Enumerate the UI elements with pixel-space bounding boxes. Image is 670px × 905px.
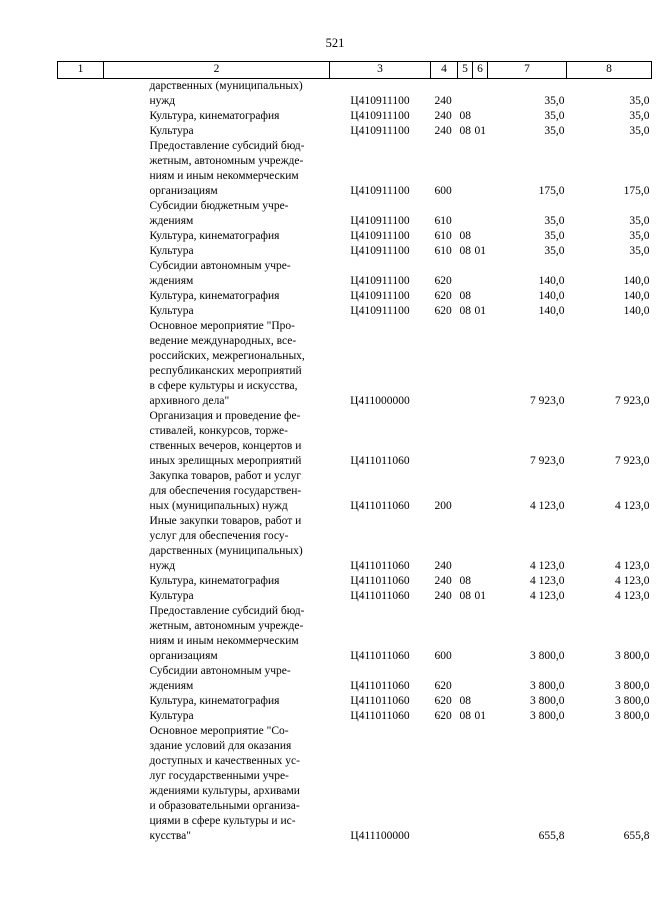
target-article-code: Ц410911100 [350, 125, 410, 137]
subsection-code [473, 409, 488, 469]
expense-type-code: 620 [434, 275, 452, 287]
expense-item-name-line: Субсидии бюджетным учре- [149, 200, 289, 212]
amount-col-7: 35,0 [544, 245, 565, 257]
expense-item-name-line: Культура [149, 245, 194, 257]
expense-type-code: 620 [434, 290, 452, 302]
table-row [58, 604, 652, 664]
expense-item-name [104, 694, 330, 709]
table-row [58, 724, 652, 844]
expense-item-name-line: ждениям [149, 275, 194, 287]
row-number-cell [58, 304, 104, 319]
row-number-cell [58, 199, 104, 229]
section-code: 08 [459, 590, 471, 602]
header-col-5: 5 [458, 62, 473, 79]
expense-item-name [104, 259, 330, 289]
expense-item-name-line: жетным, автономным учрежде- [149, 155, 304, 167]
amount-col-8: 140,0 [623, 275, 650, 287]
subsection-code [473, 724, 488, 844]
expense-item-name-line: доступных и качественных ус- [149, 755, 300, 767]
amount-col-7: 35,0 [544, 215, 565, 227]
expense-item-name-line: республиканских мероприятий [149, 365, 302, 377]
expense-item-name [104, 604, 330, 664]
table-row [58, 709, 652, 724]
expense-type-code: 620 [434, 710, 452, 722]
target-article-code: Ц410911100 [350, 95, 410, 107]
table-row [58, 319, 652, 409]
expense-item-name-line: нужд [149, 95, 176, 107]
target-article-code: Ц411011060 [350, 650, 410, 662]
amount-col-7: 4 123,0 [530, 575, 565, 587]
expense-item-name-line: ждениями культуры, архивами [149, 785, 300, 797]
table-row [58, 289, 652, 304]
expense-item-name-line: услуг для обеспечения госу- [149, 530, 289, 542]
expense-item-name [104, 79, 330, 110]
target-article-code: Ц410911100 [350, 185, 410, 197]
expense-item-name-line: Основное мероприятие "Про- [149, 320, 295, 332]
expense-item-name [104, 664, 330, 694]
amount-col-8: 35,0 [629, 215, 650, 227]
amount-col-7: 655,8 [538, 830, 565, 842]
table-row [58, 124, 652, 139]
expense-item-name-line: и образовательными организа- [149, 800, 300, 812]
expense-item-name-line: нужд [149, 560, 176, 572]
expense-item-name [104, 469, 330, 514]
target-article-code: Ц411011060 [350, 575, 410, 587]
amount-col-7: 4 123,0 [530, 500, 565, 512]
amount-col-7: 140,0 [538, 275, 565, 287]
amount-col-7: 7 923,0 [530, 455, 565, 467]
target-article-code: Ц411011060 [350, 560, 410, 572]
amount-col-8: 140,0 [623, 305, 650, 317]
amount-col-7: 4 123,0 [530, 560, 565, 572]
expense-item-name [104, 724, 330, 844]
subsection-code [473, 694, 488, 709]
table-row [58, 244, 652, 259]
table-row [58, 589, 652, 604]
section-code [458, 469, 473, 514]
table-row [58, 514, 652, 574]
target-article-code: Ц410911100 [350, 305, 410, 317]
amount-col-8: 175,0 [623, 185, 650, 197]
subsection-code [473, 574, 488, 589]
amount-col-7: 175,0 [538, 185, 565, 197]
expense-type-code: 240 [434, 95, 452, 107]
expense-item-name [104, 589, 330, 604]
section-code [458, 664, 473, 694]
header-col-6: 6 [473, 62, 488, 79]
section-code: 08 [459, 125, 471, 137]
expense-item-name-line: здание условий для оказания [149, 740, 292, 752]
expense-item-name [104, 244, 330, 259]
amount-col-7: 140,0 [538, 305, 565, 317]
expense-item-name-line: российских, межрегиональных, [149, 350, 305, 362]
amount-col-7: 7 923,0 [530, 395, 565, 407]
amount-col-7: 4 123,0 [530, 590, 565, 602]
expense-item-name-line: Культура, кинематография [149, 290, 280, 302]
table-row [58, 664, 652, 694]
subsection-code: 01 [474, 590, 486, 602]
row-number-cell [58, 694, 104, 709]
amount-col-8: 7 923,0 [615, 455, 650, 467]
expense-type-code: 240 [434, 560, 452, 572]
expense-item-name-line: ждениям [149, 215, 194, 227]
expense-item-name-line: дарственных (муниципальных) [149, 545, 303, 557]
budget-table [57, 61, 652, 844]
expense-type-code: 600 [434, 185, 452, 197]
amount-col-8: 35,0 [629, 230, 650, 242]
target-article-code: Ц410911100 [350, 230, 410, 242]
expense-item-name [104, 709, 330, 724]
expense-item-name [104, 319, 330, 409]
row-number-cell [58, 109, 104, 124]
amount-col-8: 35,0 [629, 125, 650, 137]
expense-item-name-line: Закупка товаров, работ и услуг [149, 470, 302, 482]
target-article-code: Ц410911100 [350, 215, 410, 227]
expense-item-name [104, 514, 330, 574]
section-code: 08 [459, 110, 471, 122]
expense-item-name [104, 229, 330, 244]
expense-type-code: 610 [434, 230, 452, 242]
section-code: 08 [459, 245, 471, 257]
header-col-4: 4 [431, 62, 458, 79]
row-number-cell [58, 139, 104, 199]
section-code: 08 [459, 305, 471, 317]
amount-col-7: 3 800,0 [530, 680, 565, 692]
amount-col-7: 35,0 [544, 110, 565, 122]
amount-col-8: 3 800,0 [615, 710, 650, 722]
section-code [458, 79, 473, 110]
expense-type-code: 240 [434, 125, 452, 137]
subsection-code: 01 [474, 710, 486, 722]
row-number-cell [58, 469, 104, 514]
subsection-code [473, 319, 488, 409]
row-number-cell [58, 709, 104, 724]
expense-item-name-line: ведение международных, все- [149, 335, 297, 347]
row-number-cell [58, 514, 104, 574]
expense-item-name-line: Культура, кинематография [149, 230, 280, 242]
table-row [58, 574, 652, 589]
amount-col-8: 35,0 [629, 245, 650, 257]
expense-item-name-line: Культура [149, 305, 194, 317]
expense-item-name-line: организациям [149, 650, 218, 662]
target-article-code: Ц411011060 [350, 710, 410, 722]
expense-item-name-line: для обеспечения государствен- [149, 485, 302, 497]
subsection-code: 01 [474, 305, 486, 317]
expense-item-name-line: в сфере культуры и искусства, [149, 380, 298, 392]
subsection-code [473, 229, 488, 244]
amount-col-7: 3 800,0 [530, 710, 565, 722]
table-row [58, 229, 652, 244]
expense-item-name-line: ниям и иным некоммерческим [149, 170, 299, 182]
expense-item-name-line: Организация и проведение фе- [149, 410, 301, 422]
amount-col-7: 35,0 [544, 230, 565, 242]
subsection-code: 01 [474, 245, 486, 257]
amount-col-8: 655,8 [623, 830, 650, 842]
expense-item-name-line: ных (муниципальных) нужд [149, 500, 288, 512]
expense-item-name-line: Субсидии автономным учре- [149, 260, 291, 272]
target-article-code: Ц411011060 [350, 695, 410, 707]
target-article-code: Ц410911100 [350, 290, 410, 302]
amount-col-8: 35,0 [629, 95, 650, 107]
amount-col-7: 3 800,0 [530, 650, 565, 662]
row-number-cell [58, 664, 104, 694]
expense-item-name [104, 409, 330, 469]
target-article-code: Ц411011060 [350, 590, 410, 602]
subsection-code [473, 259, 488, 289]
row-number-cell [58, 229, 104, 244]
table-row [58, 304, 652, 319]
amount-col-7: 35,0 [544, 95, 565, 107]
subsection-code [473, 514, 488, 574]
target-article-code: Ц410911100 [350, 275, 410, 287]
header-col-7: 7 [488, 62, 567, 79]
section-code [458, 514, 473, 574]
amount-col-7: 3 800,0 [530, 695, 565, 707]
expense-item-name-line: Субсидии автономным учре- [149, 665, 291, 677]
target-article-code: Ц411011060 [350, 680, 410, 692]
expense-item-name-line: Иные закупки товаров, работ и [149, 515, 302, 527]
expense-type-code: 240 [434, 575, 452, 587]
section-code: 08 [459, 710, 471, 722]
header-col-3: 3 [330, 62, 431, 79]
table-row [58, 694, 652, 709]
expense-type-code: 240 [434, 110, 452, 122]
subsection-code [473, 109, 488, 124]
section-code: 08 [459, 230, 471, 242]
table-row [58, 79, 652, 110]
row-number-cell [58, 79, 104, 110]
row-number-cell [58, 574, 104, 589]
target-article-code: Ц411011060 [350, 500, 410, 512]
expense-item-name-line: Культура, кинематография [149, 575, 280, 587]
amount-col-8: 140,0 [623, 290, 650, 302]
amount-col-8: 35,0 [629, 110, 650, 122]
section-code [458, 319, 473, 409]
expense-item-name-line: ственных вечеров, концертов и [149, 440, 302, 452]
subsection-code [473, 604, 488, 664]
subsection-code [473, 289, 488, 304]
expense-item-name-line: Основное мероприятие "Со- [149, 725, 289, 737]
expense-item-name [104, 139, 330, 199]
expense-item-name [104, 289, 330, 304]
expense-item-name-line: Культура, кинематография [149, 110, 280, 122]
section-code [458, 259, 473, 289]
expense-item-name-line: иных зрелищных мероприятий [149, 455, 302, 467]
expense-item-name-line: архивного дела" [149, 395, 230, 407]
section-code [458, 139, 473, 199]
subsection-code [473, 469, 488, 514]
section-code: 08 [459, 575, 471, 587]
expense-item-name [104, 124, 330, 139]
section-code [458, 604, 473, 664]
table-row [58, 409, 652, 469]
expense-item-name-line: Культура, кинематография [149, 695, 280, 707]
expense-type-code: 610 [434, 215, 452, 227]
expense-item-name-line: дарственных (муниципальных) [149, 80, 303, 92]
amount-col-8: 4 123,0 [615, 590, 650, 602]
table-body [58, 79, 652, 845]
row-number-cell [58, 409, 104, 469]
amount-col-7: 140,0 [538, 290, 565, 302]
row-number-cell [58, 259, 104, 289]
section-code [458, 199, 473, 229]
subsection-code [473, 79, 488, 110]
row-number-cell [58, 604, 104, 664]
expense-type-code [431, 409, 458, 469]
subsection-code: 01 [474, 125, 486, 137]
row-number-cell [58, 724, 104, 844]
subsection-code [473, 664, 488, 694]
header-col-2: 2 [104, 62, 330, 79]
section-code: 08 [459, 695, 471, 707]
expense-item-name [104, 109, 330, 124]
expense-item-name-line: Предоставление субсидий бюд- [149, 140, 305, 152]
expense-item-name-line: стивалей, конкурсов, торже- [149, 425, 288, 437]
amount-col-8: 3 800,0 [615, 695, 650, 707]
table-row [58, 199, 652, 229]
expense-type-code: 620 [434, 305, 452, 317]
expense-type-code [431, 724, 458, 844]
subsection-code [473, 139, 488, 199]
expense-item-name-line: Предоставление субсидий бюд- [149, 605, 305, 617]
expense-type-code: 610 [434, 245, 452, 257]
expense-item-name-line: циями в сфере культуры и ис- [149, 815, 296, 827]
expense-item-name-line: луг государственными учре- [149, 770, 289, 782]
expense-item-name [104, 574, 330, 589]
amount-col-8: 4 123,0 [615, 560, 650, 572]
expense-item-name-line: ниям и иным некоммерческим [149, 635, 299, 647]
row-number-cell [58, 289, 104, 304]
section-code [458, 409, 473, 469]
expense-type-code: 620 [434, 695, 452, 707]
expense-type-code: 200 [434, 500, 452, 512]
expense-type-code: 600 [434, 650, 452, 662]
amount-col-8: 3 800,0 [615, 650, 650, 662]
expense-type-code: 620 [434, 680, 452, 692]
expense-item-name-line: Культура [149, 710, 194, 722]
expense-item-name-line: ждениям [149, 680, 194, 692]
row-number-cell [58, 589, 104, 604]
subsection-code [473, 199, 488, 229]
expense-type-code [431, 319, 458, 409]
header-col-8: 8 [567, 62, 652, 79]
table-row [58, 469, 652, 514]
target-article-code: Ц411100000 [350, 830, 410, 842]
expense-item-name-line: организациям [149, 185, 218, 197]
target-article-code: Ц410911100 [350, 245, 410, 257]
table-row [58, 139, 652, 199]
expense-type-code: 240 [434, 590, 452, 602]
amount-col-7: 35,0 [544, 125, 565, 137]
table-row [58, 109, 652, 124]
header-col-1: 1 [58, 62, 104, 79]
expense-item-name-line: кусства" [149, 830, 191, 842]
row-number-cell [58, 319, 104, 409]
page-number: 521 [325, 36, 345, 50]
expense-item-name [104, 304, 330, 319]
expense-item-name-line: Культура [149, 125, 194, 137]
column-number-header [58, 62, 652, 79]
target-article-code: Ц411000000 [350, 395, 410, 407]
section-code [458, 724, 473, 844]
expense-item-name [104, 199, 330, 229]
row-number-cell [58, 124, 104, 139]
amount-col-8: 7 923,0 [615, 395, 650, 407]
row-number-cell [58, 244, 104, 259]
target-article-code: Ц411011060 [350, 455, 410, 467]
section-code: 08 [459, 290, 471, 302]
amount-col-8: 4 123,0 [615, 500, 650, 512]
amount-col-8: 3 800,0 [615, 680, 650, 692]
amount-col-8: 4 123,0 [615, 575, 650, 587]
expense-item-name-line: жетным, автономным учрежде- [149, 620, 304, 632]
expense-item-name-line: Культура [149, 590, 194, 602]
target-article-code: Ц410911100 [350, 110, 410, 122]
table-row [58, 259, 652, 289]
